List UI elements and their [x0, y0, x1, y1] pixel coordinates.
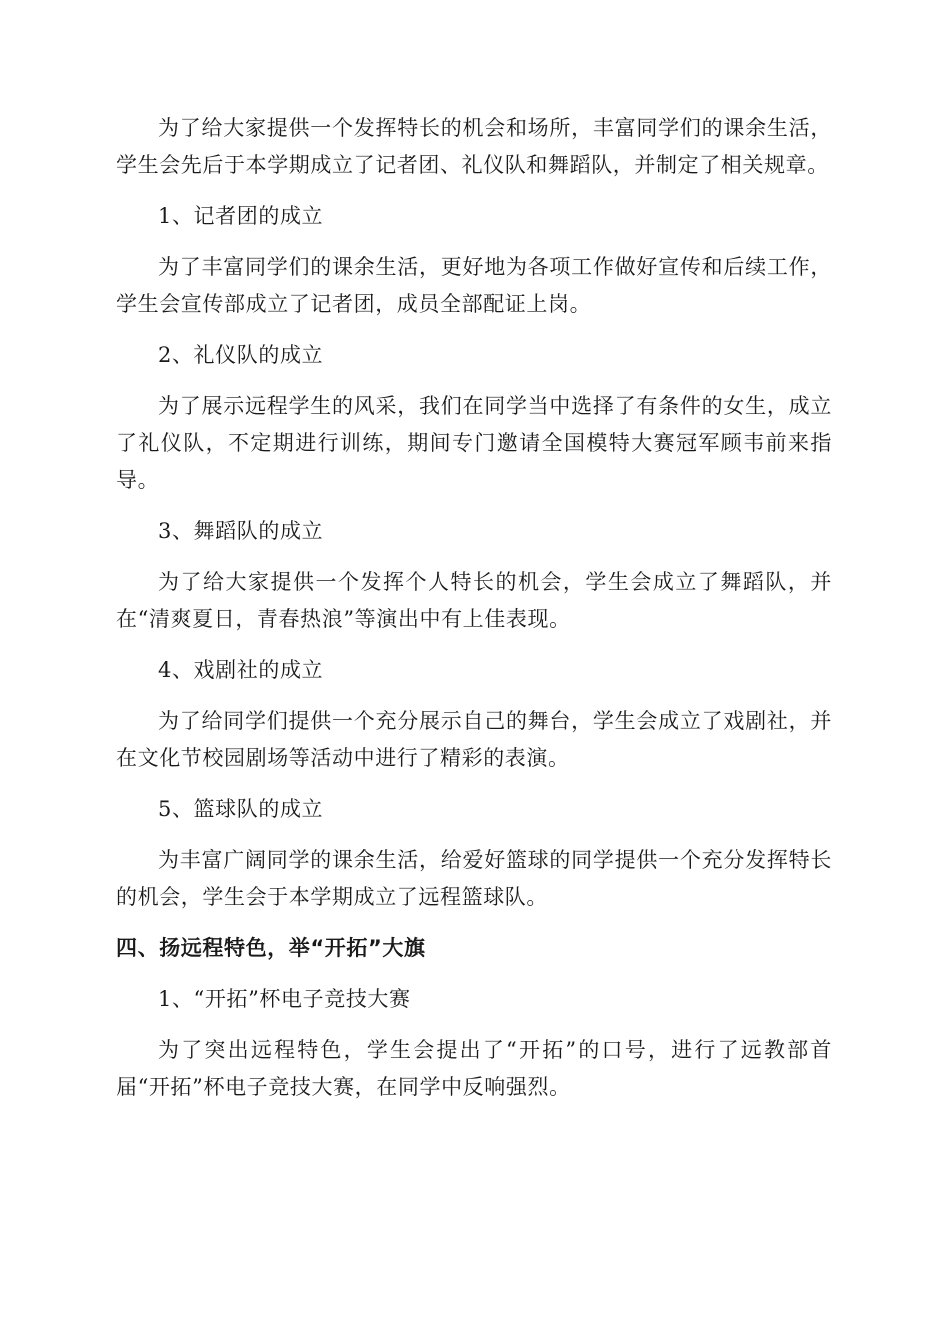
drama-club-paragraph: 为了给同学们提供一个充分展示自己的舞台，学生会成立了戏剧社，并在文化节校园剧场等活动中进行了精彩的表演。	[116, 709, 832, 770]
item-basketball-team-heading: 5、篮球队的成立	[158, 797, 324, 821]
section-four-heading: 四、扬远程特色，举“开拓”大旗	[116, 936, 426, 960]
item-dance-team-heading: 3、舞蹈队的成立	[158, 519, 324, 543]
reporter-team-paragraph: 为了丰富同学们的课余生活，更好地为各项工作做好宣传和后续工作，学生会宣传部成立了记者团，成员全部配证上岗。	[116, 255, 832, 316]
document-body	[116, 110, 832, 1120]
etiquette-team-paragraph: 为了展示远程学生的风采，我们在同学当中选择了有条件的女生，成立了礼仪队，不定期进行训练，期间专门邀请全国模特大赛冠军顾韦前来指导。	[116, 394, 832, 492]
item-esports-contest-heading: 1、“开拓”杯电子竞技大赛	[158, 987, 411, 1011]
basketball-team-paragraph: 为丰富广阔同学的课余生活，给爱好篮球的同学提供一个充分发挥特长的机会，学生会于本学期成立了远程篮球队。	[116, 848, 832, 909]
esports-contest-paragraph: 为了突出远程特色，学生会提出了“开拓”的口号，进行了远教部首届“开拓”杯电子竞技大赛，在同学中反响强烈。	[116, 1038, 832, 1099]
item-drama-club-heading: 4、戏剧社的成立	[158, 658, 324, 682]
item-etiquette-team-heading: 2、礼仪队的成立	[158, 343, 324, 367]
intro-paragraph: 为了给大家提供一个发挥特长的机会和场所，丰富同学们的课余生活，学生会先后于本学期成立了记者团、礼仪队和舞蹈队，并制定了相关规章。	[116, 116, 832, 177]
dance-team-paragraph: 为了给大家提供一个发挥个人特长的机会，学生会成立了舞蹈队，并在“清爽夏日，青春热浪”等演出中有上佳表现。	[116, 570, 832, 631]
item-reporter-team-heading: 1、记者团的成立	[158, 204, 324, 228]
